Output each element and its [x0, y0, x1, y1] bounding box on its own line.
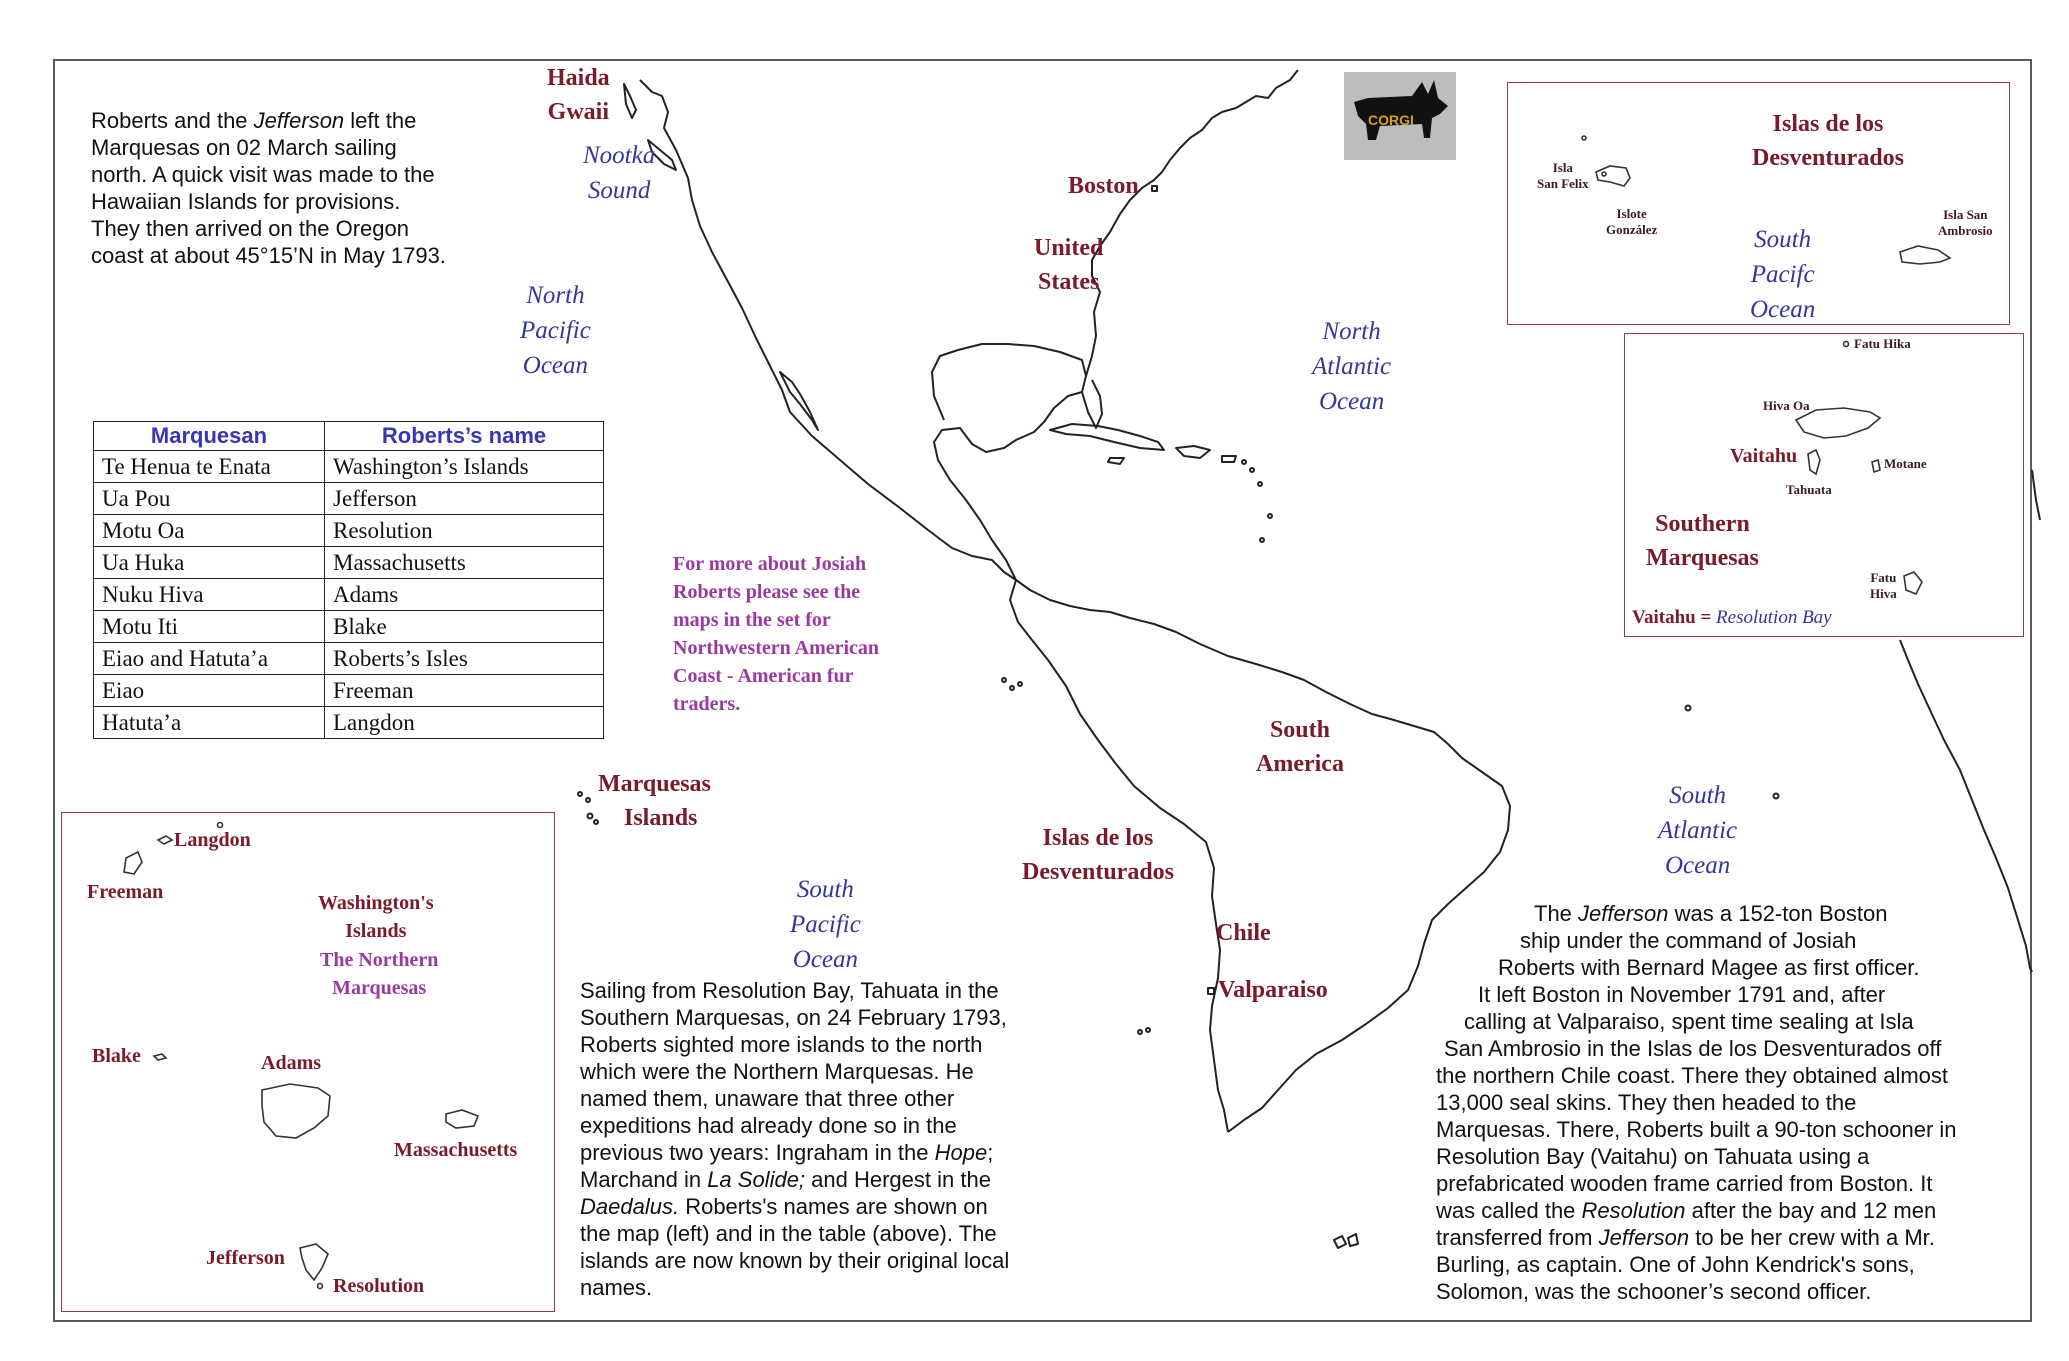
hispaniola: [1176, 446, 1210, 458]
table-row: [94, 483, 604, 515]
valparaiso-marker: [1208, 988, 1214, 994]
label-jefferson: Jefferson: [206, 1247, 285, 1269]
label-blake: Blake: [92, 1045, 141, 1067]
label-motane: Motane: [1884, 456, 1927, 471]
galapagos-dot: [1002, 678, 1006, 682]
header-roberts-name: Roberts’s name: [325, 422, 604, 451]
marquesan-name-cell: Eiao and Hatuta’a: [94, 643, 325, 675]
table-row: [94, 707, 604, 739]
roberts-name-cell: Langdon: [325, 707, 604, 739]
table-header-row: [94, 422, 604, 451]
roberts-name-cell: Freeman: [325, 675, 604, 707]
marquesan-name-cell: Te Henua te Enata: [94, 451, 325, 483]
intro-text: Roberts and the Jefferson left the Marquesas on 02 March sailing north. A quick visit was made to the Hawaiian Islands for provisions. They then arrived on the Oregon coast at about 45°15’N in May 1793.: [91, 108, 446, 268]
label-fatu-hika: Fatu Hika: [1854, 336, 1911, 351]
label-chile: Chile: [1216, 920, 1271, 946]
label-vaitahu: Vaitahu: [1730, 445, 1798, 467]
north-america-west-coast: [640, 80, 1016, 580]
inset-south-pacific: South Pacifc Ocean: [1750, 226, 1816, 323]
label-freeman: Freeman: [87, 881, 164, 903]
marquesas-dot: [586, 798, 590, 802]
jamaica: [1108, 458, 1124, 464]
haida-gwaii-island: [624, 84, 636, 118]
table-row: [94, 579, 604, 611]
marquesan-name-cell: Eiao: [94, 675, 325, 707]
label-valparaiso: Valparaiso: [1218, 977, 1328, 1003]
marquesan-name-cell: Nuku Hiva: [94, 579, 325, 611]
marquesan-name-cell: Ua Pou: [94, 483, 325, 515]
antilles-dot: [1250, 468, 1254, 472]
gulf-coast: [932, 344, 1086, 580]
boston-marker: [1152, 186, 1157, 191]
inset-southern-marquesas-title: Southern Marquesas: [1646, 511, 1759, 571]
falkland-islands: [1334, 1234, 1358, 1248]
inset-desventurados-title: Islas de los Desventurados: [1752, 111, 1905, 171]
corgi-logo: [1344, 72, 1456, 160]
roberts-name-cell: Jefferson: [325, 483, 604, 515]
label-haida-gwaii: Haida Gwaii: [547, 65, 610, 125]
table-row: [94, 547, 604, 579]
island-names-table: [93, 421, 604, 739]
label-resolution: Resolution: [333, 1275, 425, 1297]
marquesan-name-cell: Hatuta’a: [94, 707, 325, 739]
table-row: [94, 451, 604, 483]
north-america-east-coast: [1086, 70, 1298, 376]
roberts-name-cell: Washington’s Islands: [325, 451, 604, 483]
marquesas-dot: [588, 814, 593, 819]
table-row: [94, 675, 604, 707]
label-adams: Adams: [261, 1052, 322, 1074]
label-north-pacific: North Pacific Ocean: [520, 282, 591, 379]
label-boston: Boston: [1068, 173, 1139, 199]
corgi-logo-text: CORGI: [1368, 112, 1414, 128]
label-south-america: South America: [1256, 717, 1344, 777]
table-row: [94, 643, 604, 675]
antilles-dot: [1260, 538, 1264, 542]
header-marquesan: Marquesan: [94, 422, 325, 451]
label-hiva-oa: Hiva Oa: [1763, 398, 1810, 413]
antilles-dot: [1242, 460, 1246, 464]
desventurados-dot: [1138, 1030, 1142, 1034]
label-langdon: Langdon: [174, 829, 251, 851]
label-marquesas-islands: Marquesas Islands: [598, 771, 711, 831]
florida: [1082, 380, 1102, 428]
cuba: [1050, 424, 1164, 450]
antilles-dot: [1258, 482, 1262, 486]
roberts-name-cell: Blake: [325, 611, 604, 643]
roberts-name-cell: Massachusetts: [325, 547, 604, 579]
marquesan-name-cell: Motu Iti: [94, 611, 325, 643]
label-isla-san-felix: Isla San Felix: [1537, 160, 1589, 192]
puerto-rico: [1222, 456, 1236, 462]
vaitahu-legend: Vaitahu = Resolution Bay: [1632, 607, 1832, 628]
label-isla-san-ambrosio: Isla San Ambrosio: [1938, 207, 1993, 239]
roberts-name-cell: Adams: [325, 579, 604, 611]
table-body: [94, 451, 604, 739]
sailing-text: Sailing from Resolution Bay, Tahuata in the Southern Marquesas, on 24 February 1793, Roberts sighted more islands to the north which were the Northern Marquesas. He named them, unaware that three other expeditions had already done so in the previous two years: Ingraham in the Hope; Marchand in La Solide; and Hergest in the Daedalus. Roberts's names are shown on the map (left) and in the table (above). The islands are now known by their original local names.: [580, 978, 1010, 1300]
atlantic-island-dot: [1686, 706, 1691, 711]
desventurados-dot: [1146, 1028, 1150, 1032]
marquesan-name-cell: Motu Oa: [94, 515, 325, 547]
table-row: [94, 611, 604, 643]
label-south-atlantic: South Atlantic Ocean: [1658, 782, 1738, 879]
label-massachusetts: Massachusetts: [394, 1139, 518, 1161]
label-desventurados: Islas de los Desventurados: [1022, 825, 1175, 885]
label-north-atlantic: North Atlantic Ocean: [1312, 318, 1392, 415]
label-islote-gonzalez: Islote González: [1606, 206, 1658, 238]
roberts-name-cell: Resolution: [325, 515, 604, 547]
antilles-dot: [1268, 514, 1272, 518]
galapagos-dot: [1010, 686, 1014, 690]
marquesas-dot: [578, 792, 582, 796]
label-washingtons-islands: Washington's Islands: [318, 892, 434, 942]
label-northern-marquesas: The Northern Marquesas: [320, 949, 439, 999]
table-row: [94, 515, 604, 547]
label-tahuata: Tahuata: [1786, 482, 1832, 497]
galapagos-dot: [1018, 682, 1022, 686]
africa-coast-north: [2032, 470, 2040, 520]
atlantic-island-dot: [1774, 794, 1779, 799]
more-info-note: For more about Josiah Roberts please see the maps in the set for Northwestern American Coast - American fur traders.: [673, 553, 880, 715]
jefferson-text: The Jefferson was a 152-ton Boston ship under the command of Josiah Roberts with Bernard Magee as first officer. It left Boston in November 1791 and, after calling at Valparaiso, spent time sealing at Isla San Ambrosio in the Islas de los Desventurados off the northern Chile coast. There they obtained almost 13,000 seal skins. They then headed to the Marquesas. There, Roberts built a 90-ton schooner in Resolution Bay (Vaitahu) on Tahuata using a prefabricated wooden frame carried from Boston. It was called the Resolution after the bay and 12 men transferred from Jefferson to be her crew with a Mr. Burling, as captain. One of John Kendrick's sons, Solomon, was the schooner’s second officer.: [1436, 901, 1957, 1304]
label-fatu-hiva: Fatu Hiva: [1870, 570, 1897, 602]
label-united-states: United States: [1034, 235, 1104, 295]
roberts-name-cell: Roberts’s Isles: [325, 643, 604, 675]
label-south-pacific: South Pacific Ocean: [790, 876, 861, 973]
marquesan-name-cell: Ua Huka: [94, 547, 325, 579]
label-nootka-sound: Nootka Sound: [583, 142, 656, 204]
